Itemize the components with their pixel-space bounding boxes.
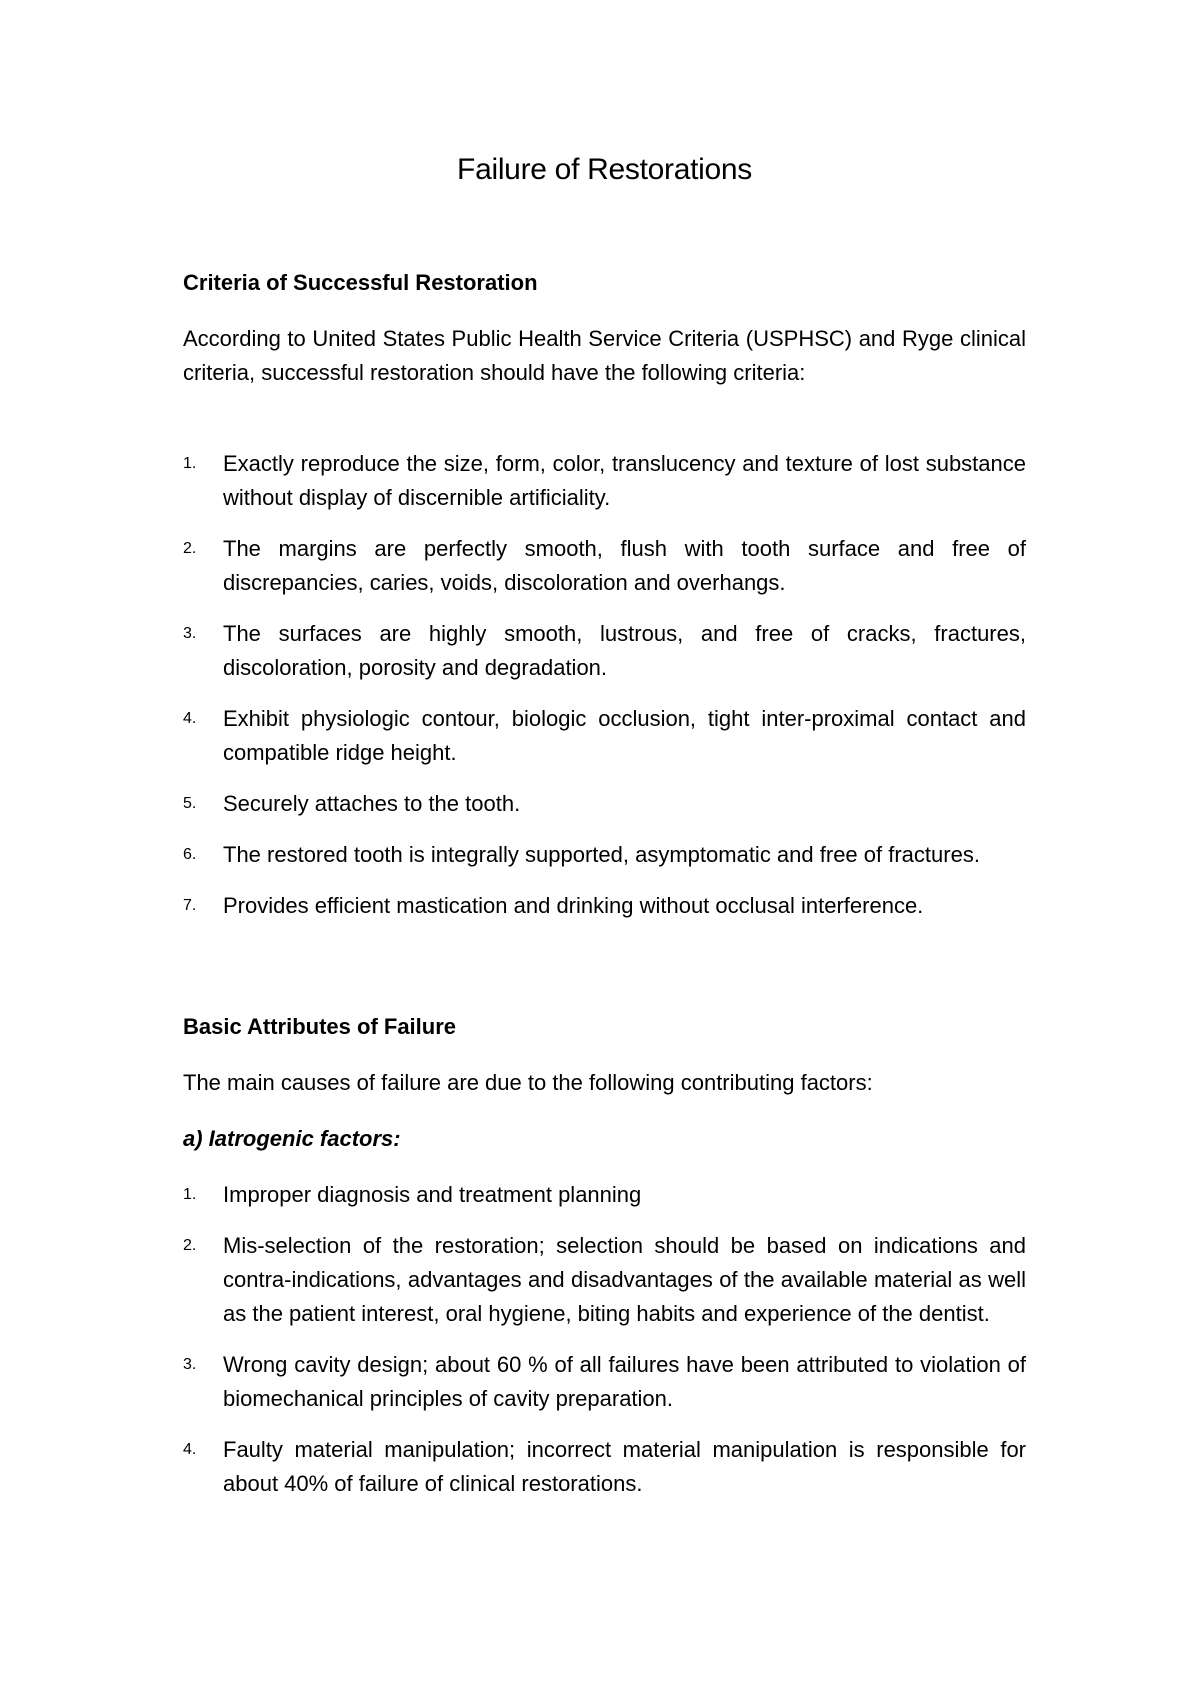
list-item [183,1229,1026,1331]
list-item [183,532,1026,600]
section-heading-criteria: Criteria of Successful Restoration [183,270,538,295]
list-item-number: 7. [183,897,197,914]
list-item-number: 4. [183,1441,197,1458]
list-item-number: 1. [183,1186,197,1203]
section-heading-failure: Basic Attributes of Failure [183,1014,457,1039]
list-item-text: Provides efficient mastication and drinking without occlusal interference. [223,893,924,918]
list-item-text: Exhibit physiologic contour, biologic occlusion, tight inter-proximal contact and compatible ridge height. [223,706,1026,765]
list-item-number: 4. [183,710,197,727]
list-item-text: Mis-selection of the restoration; selection should be based on indications and contra-indications, advantages and disadvantages of the available material as well as the patient interest, oral hygiene, biting habits and experience of the dentist. [223,1233,1026,1326]
list-item [183,1433,1026,1501]
page-title: Failure of Restorations [457,153,752,186]
list-item-number: 3. [183,625,197,642]
subheading-iatrogenic: a) Iatrogenic factors: [183,1126,401,1151]
failure-intro-paragraph: The main causes of failure are due to the following contributing factors: [183,1070,873,1095]
list-item [183,787,1026,821]
list-item-number: 1. [183,455,197,472]
list-item [183,889,1026,923]
list-item-text: Improper diagnosis and treatment planning [223,1182,642,1207]
list-item-number: 3. [183,1356,197,1373]
list-item-number: 5. [183,795,197,812]
list-item [183,447,1026,515]
criteria-intro-paragraph: According to United States Public Health Service Criteria (USPHSC) and Ryge clinical criteria, successful restoration should have the following criteria: [183,326,1026,385]
list-item-text: Exactly reproduce the size, form, color, translucency and texture of lost substance without display of discernible artificiality. [223,451,1026,510]
list-item-text: Faulty material manipulation; incorrect material manipulation is responsible for about 40% of failure of clinical restorations. [223,1437,1026,1496]
list-item [183,1178,1026,1212]
list-item-text: The surfaces are highly smooth, lustrous, and free of cracks, fractures, discoloration, porosity and degradation. [223,621,1026,680]
list-item-text: Securely attaches to the tooth. [223,791,521,816]
list-item [183,838,1026,872]
list-item [183,702,1026,770]
list-item-text: The restored tooth is integrally supported, asymptomatic and free of fractures. [223,842,980,867]
list-item-number: 6. [183,846,197,863]
list-item [183,1348,1026,1416]
criteria-list [183,447,1026,940]
list-item-number: 2. [183,1237,197,1254]
list-item-number: 2. [183,540,197,557]
iatrogenic-factors-list [183,1178,1026,1518]
list-item [183,617,1026,685]
list-item-text: The margins are perfectly smooth, flush with tooth surface and free of discrepancies, caries, voids, discoloration and overhangs. [223,536,1026,595]
list-item-text: Wrong cavity design; about 60 % of all failures have been attributed to violation of biomechanical principles of cavity preparation. [223,1352,1026,1411]
